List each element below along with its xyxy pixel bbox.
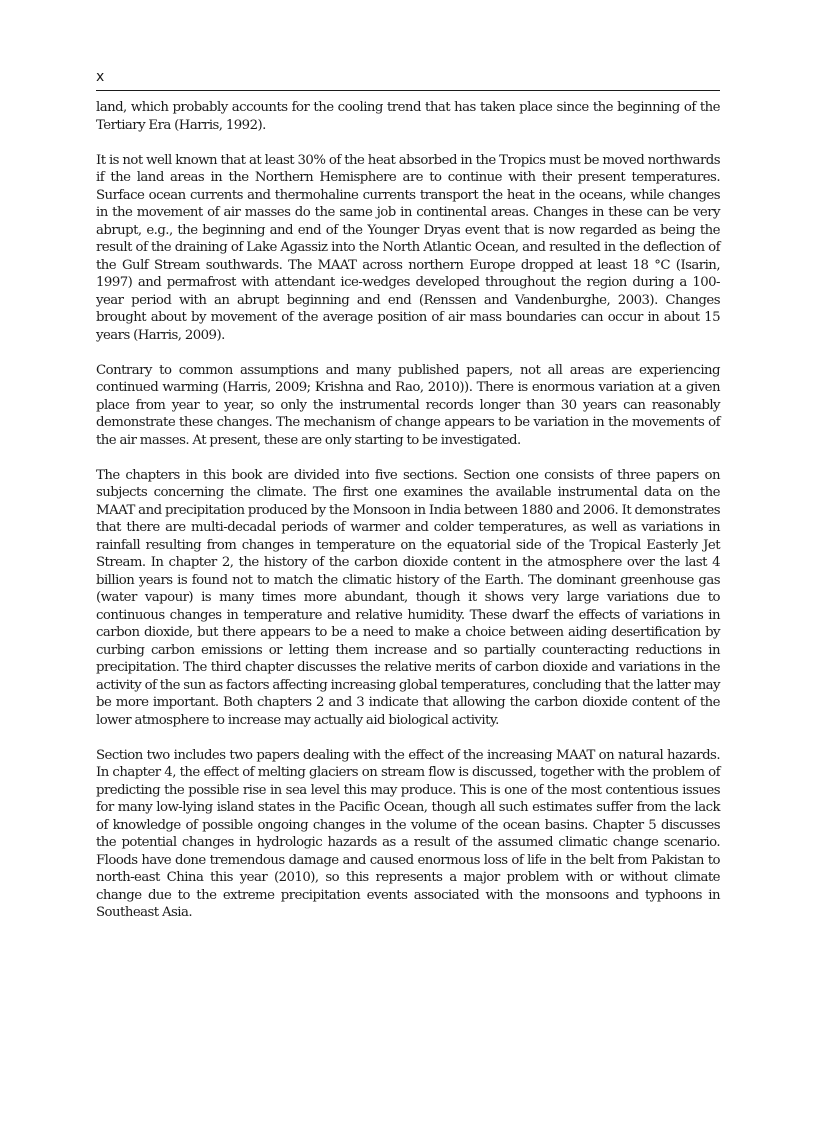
paragraph: The chapters in this book are divided into five sections. Section one consists of three papers on subjects concerning the climate. The first one examines the available instrumental data on the MAAT and precipitation produced by the Monsoon in India between 1880 and 2006. It demonstrates that there are multi-decadal periods of warmer and colder temperatures, as well as variations in rainfall resulting from changes in temperature on the equatorial side of the Tropical Easterly Jet Stream. In chapter 2, the history of the carbon dioxide content in the atmosphere over the last 4 billion years is found not to match the climatic history of the Earth. The dominant greenhouse gas (water vapour) is many times more abundant, though it shows very large variations due to continuous changes in temperature and relative humidity. These dwarf the effects of variations in carbon dioxide, but there appears to be a need to make a choice between aiding desertification by curbing carbon emissions or letting them increase and so partially counteracting reductions in precipitation. The third chapter discusses the relative merits of carbon dioxide and variations in the activity of the sun as factors affecting increasing global temperatures, concluding that the latter may be more important. Both chapters 2 and 3 indicate that allowing the carbon dioxide content of the lower atmosphere to increase may actually aid biological activity.: [96, 467, 720, 728]
paragraph: land, which probably accounts for the cooling trend that has taken place since the beginning of the Tertiary Era (Harris, 1992).: [96, 100, 720, 133]
paragraph: It is not well known that at least 30% of the heat absorbed in the Tropics must be moved northwards if the land areas in the Northern Hemisphere are to continue with their present temperatures. Surface ocean currents and thermohaline currents transport the heat in the oceans, while changes in the movement of air masses do the same job in continental areas. Changes in these can be very abrupt, e.g., the beginning and end of the Younger Dryas event that is now regarded as being the result of the draining of Lake Agassiz into the North Atlantic Ocean, and resulted in the deflection of the Gulf Stream southwards. The MAAT across northern Europe dropped at least 18 °C (Isarin, 1997) and permafrost with attendant ice-wedges developed throughout the region during a 100-year period with an abrupt beginning and end (Renssen and Vandenburghe, 2003). Changes brought about by movement of the average position of air mass boundaries can occur in about 15 years (Harris, 2009).: [96, 152, 720, 343]
body-text: [96, 99, 720, 939]
paragraph: Section two includes two papers dealing with the effect of the increasing MAAT on natural hazards. In chapter 4, the effect of melting glaciers on stream flow is discussed, together with the problem of predicting the possible rise in sea level this may produce. This is one of the most contentious issues for many low-lying island states in the Pacific Ocean, though all such estimates suffer from the lack of knowledge of possible ongoing changes in the volume of the ocean basins. Chapter 5 discusses the potential changes in hydrologic hazards as a result of the assumed climatic change scenario. Floods have done tremendous damage and caused enormous loss of life in the belt from Pakistan to north-east China this year (2010), so this represents a major problem with or without climate change due to the extreme precipitation events associated with the monsoons and typhoons in Southeast Asia.: [96, 747, 720, 920]
page-header: [96, 68, 720, 91]
page-number: x: [96, 69, 105, 85]
paragraph: Contrary to common assumptions and many published papers, not all areas are experiencing continued warming (Harris, 2009; Krishna and Rao, 2010)). There is enormous variation at a given place from year to year, so only the instrumental records longer than 30 years can reasonably demonstrate these changes. The mechanism of change appears to be variation in the movements of the air masses. At present, these are only starting to be investigated.: [96, 362, 720, 448]
